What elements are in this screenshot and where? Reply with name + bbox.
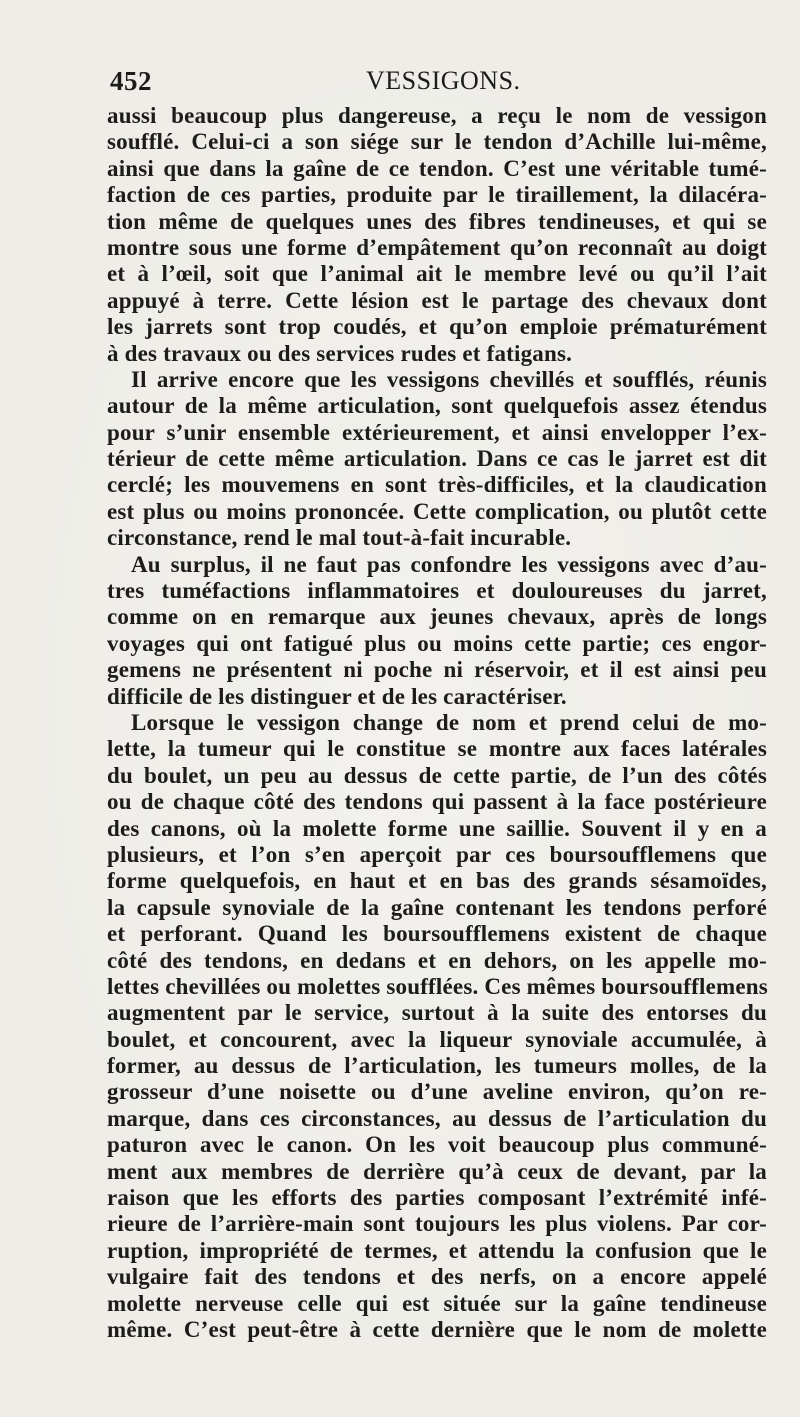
text-line: ainsi que dans la gaîne de ce tendon. C’est une véritable tumé- — [107, 155, 767, 181]
text-line: autour de la même articulation, sont quelquefois assez étendus — [107, 393, 767, 419]
text-line: cerclé; les mouvemens en sont très-difficiles, et la claudication — [107, 472, 767, 498]
running-head — [110, 66, 770, 102]
text-line: circonstance, rend le mal tout-à-fait incurable. — [107, 525, 572, 551]
page-number: 452 — [110, 66, 152, 96]
text-line: molette nerveuse celle qui est située sur la gaîne tendineuse — [107, 1290, 767, 1316]
text-line: rieure de l’arrière-main sont toujours les plus violens. Par cor- — [107, 1211, 767, 1237]
text-line: faction de ces parties, produite par le tiraillement, la dilacéra- — [107, 182, 767, 208]
text-line: montre sous une forme d’empâtement qu’on reconnaît au doigt — [107, 234, 767, 260]
text-line: térieur de cette même articulation. Dans ce cas le jarret est dit — [107, 446, 767, 472]
text-line: ruption, impropriété de termes, et attendu la confusion que le — [107, 1237, 767, 1263]
text-line: voyages qui ont fatigué plus ou moins cette partie; ces engor- — [107, 630, 767, 656]
running-title: VESSIGONS. — [366, 66, 521, 95]
text-line: à des travaux ou des services rudes et fatigans. — [107, 340, 573, 366]
text-line: plusieurs, et l’on s’en aperçoit par ces boursoufflemens que — [107, 841, 767, 867]
text-line: marque, dans ces circonstances, au dessus de l’articulation du — [107, 1105, 767, 1131]
text-line: est plus ou moins prononcée. Cette complication, ou plutôt cette — [107, 498, 767, 524]
text-line: soufflé. Celui-ci a son siége sur le tendon d’Achille lui-même, — [107, 129, 767, 155]
text-line: Au surplus, il ne faut pas confondre les vessigons avec d’au- — [131, 551, 767, 577]
text-line: comme on en remarque aux jeunes chevaux, après de longs — [107, 604, 767, 630]
text-line: aussi beaucoup plus dangereuse, a reçu le nom de vessigon — [107, 103, 767, 128]
body-text — [107, 103, 767, 1343]
text-line: ou de chaque côté des tendons qui passent à la face postérieure — [107, 789, 767, 815]
text-line: lettes chevillées ou molettes soufflées. Ces mêmes boursoufflemens — [107, 973, 768, 999]
text-line: grosseur d’une noisette ou d’une aveline environ, qu’on re- — [107, 1079, 767, 1105]
text-line: former, au dessus de l’articulation, les tumeurs molles, de la — [107, 1053, 767, 1079]
text-line: forme quelquefois, en haut et en bas des grands sésamoïdes, — [107, 868, 767, 894]
text-line: tion même de quelques unes des fibres tendineuses, et qui se — [107, 208, 767, 234]
text-line: raison que les efforts des parties composant l’extrémité infé- — [107, 1185, 767, 1211]
text-line: vulgaire fait des tendons et des nerfs, on a encore appelé — [107, 1264, 767, 1290]
text-line: paturon avec le canon. On les voit beaucoup plus communé- — [107, 1132, 767, 1158]
text-line: boulet, et concourent, avec la liqueur synoviale accumulée, à — [107, 1026, 767, 1052]
text-line: et à l’œil, soit que l’animal ait le membre levé ou qu’il l’ait — [107, 261, 767, 287]
text-line: la capsule synoviale de la gaîne contenant les tendons perforé — [107, 894, 767, 920]
text-line: du boulet, un peu au dessus de cette partie, de l’un des côtés — [107, 762, 767, 788]
text-line: augmentent par le service, surtout à la suite des entorses du — [107, 1000, 767, 1026]
text-line: côté des tendons, en dedans et en dehors, on les appelle mo- — [107, 947, 767, 973]
text-line: ment aux membres de derrière qu’à ceux de devant, par la — [107, 1158, 767, 1184]
text-line: pour s’unir ensemble extérieurement, et ainsi envelopper l’ex- — [107, 419, 767, 445]
text-line: et perforant. Quand les boursoufflemens existent de chaque — [107, 921, 767, 947]
text-line: Lorsque le vessigon change de nom et prend celui de mo- — [131, 709, 767, 735]
text-line: lette, la tumeur qui le constitue se montre aux faces latérales — [107, 736, 767, 762]
text-line: difficile de les distinguer et de les caractériser. — [107, 683, 567, 709]
text-line: des canons, où la molette forme une saillie. Souvent il y en a — [107, 815, 767, 841]
text-line: gemens ne présentent ni poche ni réservoir, et il est ainsi peu — [107, 657, 767, 683]
text-line: appuyé à terre. Cette lésion est le partage des chevaux dont — [107, 287, 767, 313]
text-line: les jarrets sont trop coudés, et qu’on emploie prématurément — [107, 314, 767, 340]
text-line: même. C’est peut-être à cette dernière que le nom de molette — [107, 1316, 767, 1342]
text-line: tres tuméfactions inflammatoires et douloureuses du jarret, — [107, 578, 767, 604]
text-line: Il arrive encore que les vessigons chevillés et soufflés, réunis — [131, 366, 767, 392]
